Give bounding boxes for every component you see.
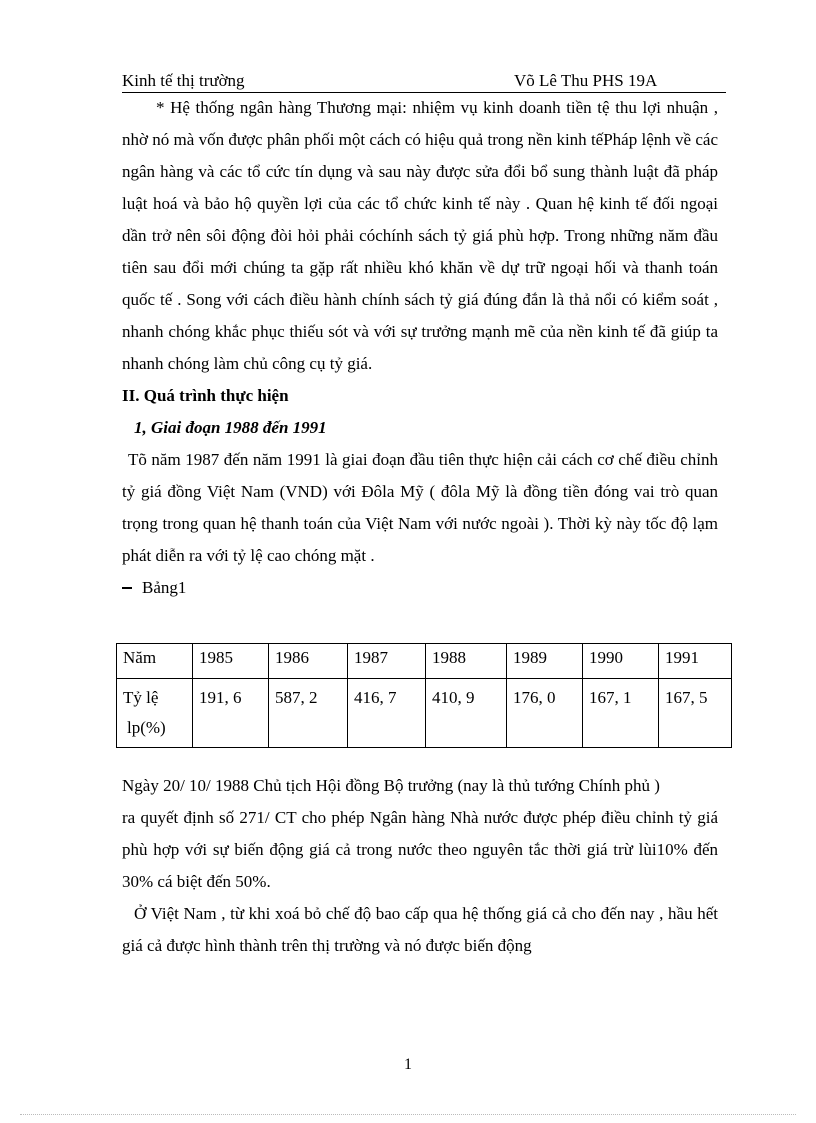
table-caption <box>122 572 718 604</box>
content-bottom <box>122 770 718 962</box>
rate-label-line2: lp(%) <box>127 718 166 737</box>
table-cell: 410, 9 <box>426 679 507 748</box>
rate-label-line1: Tỷ lệ <box>123 688 159 707</box>
table-cell-label: Năm <box>117 644 193 679</box>
subsection-heading: 1, Giai đoạn 1988 đến 1991 <box>134 418 327 437</box>
table-cell: 1985 <box>193 644 269 679</box>
table-cell: 1986 <box>269 644 348 679</box>
header-left: Kinh tế thị trường <box>122 71 245 90</box>
table-cell: 1989 <box>507 644 583 679</box>
table-row <box>117 679 732 748</box>
table-cell: 416, 7 <box>348 679 426 748</box>
table-cell: 176, 0 <box>507 679 583 748</box>
inflation-table <box>116 643 732 748</box>
caption-bullet <box>122 587 132 589</box>
page-number: 1 <box>404 1056 412 1073</box>
table-cell: 191, 6 <box>193 679 269 748</box>
content-top <box>122 92 718 604</box>
table-cell: 587, 2 <box>269 679 348 748</box>
table-cell-label <box>117 679 193 748</box>
table-caption-text: Bảng1 <box>142 578 187 597</box>
page-header <box>122 70 726 93</box>
table-cell: 167, 1 <box>583 679 659 748</box>
table-cell: 1991 <box>659 644 732 679</box>
paragraph-vietnam: Ở Việt Nam , từ khi xoá bỏ chế độ bao cấp qua hệ thống giá cả cho đến nay , hầu hết giá cả được hình thành trên thị trường và nó được biến động <box>122 904 718 955</box>
paragraph-period: Tõ năm 1987 đến năm 1991 là giai đoạn đầu tiên thực hiện cải cách cơ chế điều chỉnh tỷ giá đồng Việt Nam (VND) với Đôla Mỹ ( đôla Mỹ là đồng tiền đóng vai trò quan trọng trong quan hệ thanh toán của Việt Nam với nước ngoài ). Thời kỳ này tốc độ lạm phát diễn ra với tỷ lệ cao chóng mặt . <box>122 450 718 565</box>
table-cell: 1988 <box>426 644 507 679</box>
table-cell: 1990 <box>583 644 659 679</box>
paragraph-banking: * Hệ thống ngân hàng Thương mại: nhiệm vụ kinh doanh tiền tệ thu lợi nhuận , nhờ nó mà vốn được phân phối một cách có hiệu quả trong nền kinh tếPháp lệnh về các ngân hàng và các tổ cức tín dụng và sau này được sửa đổi bổ sung thành luật đã pháp luật hoá và bảo hộ quyền lợi của các tổ chức kinh tế này . Quan hệ kinh tế đối ngoại dần trở nên sôi động đòi hỏi phải cóchính sách tỷ giá phù hợp. Trong những năm đầu tiên sau đổi mới chúng ta gặp rất nhiều khó khăn về dự trữ ngoại hối và thanh toán quốc tế . Song với cách điều hành chính sách tỷ giá đúng đắn là thả nổi có kiểm soát , nhanh chóng khắc phục thiếu sót và với sự trưởng mạnh mẽ của nền kinh tế đã giúp ta nhanh chóng làm chủ công cụ tỷ giá. <box>122 98 718 373</box>
paragraph-decree-intro: Ngày 20/ 10/ 1988 Chủ tịch Hội đồng Bộ trưởng (nay là thủ tướng Chính phủ ) <box>122 776 660 795</box>
section-heading: II. Quá trình thực hiện <box>122 386 289 405</box>
header-right: Võ Lê Thu PHS 19A <box>514 71 658 90</box>
page-bottom-border <box>20 1114 796 1115</box>
table-cell: 1987 <box>348 644 426 679</box>
table-row <box>117 644 732 679</box>
table-cell: 167, 5 <box>659 679 732 748</box>
paragraph-decree: ra quyết định số 271/ CT cho phép Ngân hàng Nhà nước được phép điều chỉnh tỷ giá phù hợp với sự biến động giá cả trong nước theo nguyên tắc thời giá trừ lùi10% đến 30% cá biệt đến 50%. <box>122 808 718 891</box>
